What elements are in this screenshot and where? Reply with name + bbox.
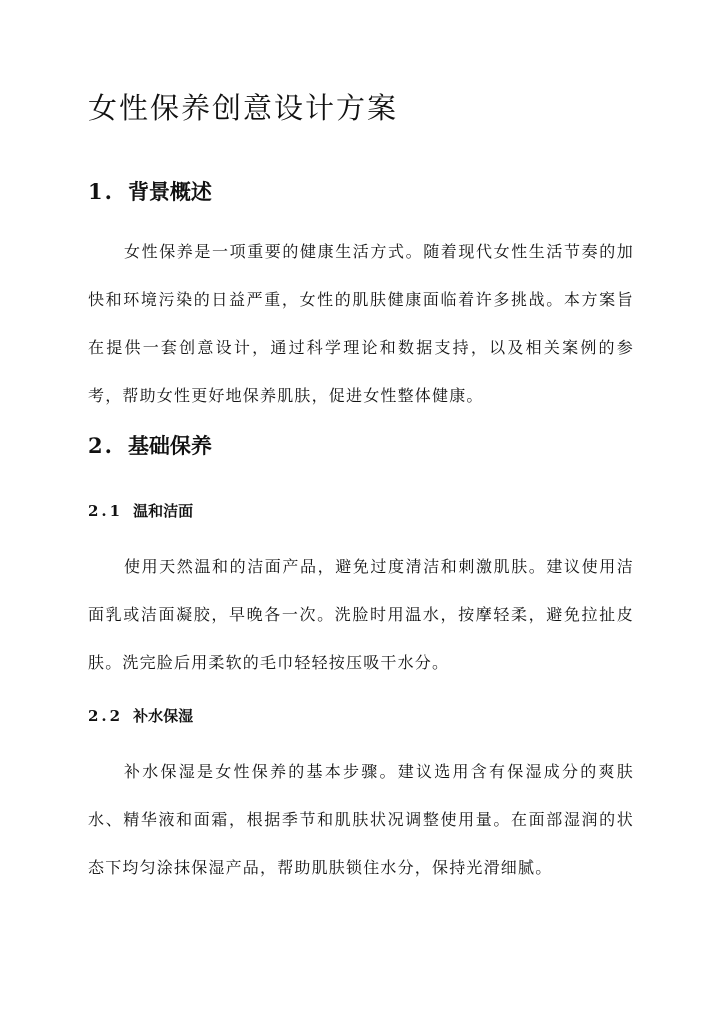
section-number: 2. (88, 433, 114, 458)
subsection-title: 补水保湿 (133, 707, 194, 725)
section-title: 基础保养 (127, 433, 212, 458)
section-title: 背景概述 (127, 179, 212, 204)
section-number: 1. (88, 179, 114, 204)
document-title: 女性保养创意设计方案 (88, 91, 399, 125)
background-paragraph: 女性保养是一项重要的健康生活方式。随着现代女性生活节奏的加快和环境污染的日益严重，女性的肌肤健康面临着许多挑战。本方案旨在提供一套创意设计，通过科学理论和数据支持，以及相关案例的参考，帮助女性更好地保养肌肤，促进女性整体健康。 (88, 242, 634, 405)
subsection-number: 2.2 (88, 707, 124, 725)
cleansing-paragraph: 使用天然温和的洁面产品，避免过度清洁和刺激肌肤。建议使用洁面乳或洁面凝胶，早晚各一次。洗脸时用温水，按摩轻柔，避免拉扯皮肤。洗完脸后用柔软的毛巾轻轻按压吸干水分。 (88, 557, 634, 672)
section-heading-background (88, 176, 212, 206)
subsection-number: 2.1 (88, 502, 124, 520)
moisturizing-paragraph: 补水保湿是女性保养的基本步骤。建议选用含有保湿成分的爽肤水、精华液和面霜，根据季节和肌肤状况调整使用量。在面部湿润的状态下均匀涂抹保湿产品，帮助肌肤锁住水分，保持光滑细腻。 (88, 762, 634, 877)
subsection-heading-moisturizing (88, 705, 193, 726)
section-heading-basic-care (88, 430, 212, 460)
subsection-heading-cleansing (88, 500, 193, 521)
subsection-title: 温和洁面 (133, 502, 194, 520)
